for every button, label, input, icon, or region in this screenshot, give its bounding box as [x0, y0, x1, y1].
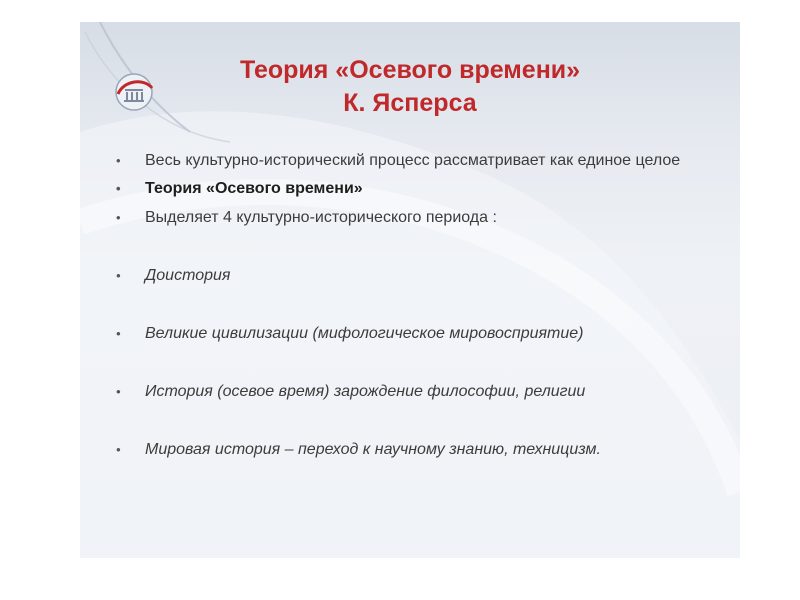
bullet-text: Теория «Осевого времени» [145, 180, 363, 197]
bullet-dot: • [116, 384, 121, 399]
bullet-item [116, 439, 716, 461]
bullet-item [116, 150, 716, 172]
bullet-text: Выделяет 4 культурно-исторического периода : [145, 209, 497, 226]
bullet-text: Мировая история – переход к научному знанию, техницизм. [145, 441, 601, 458]
bullet-text: Великие цивилизации (мифологическое мировосприятие) [145, 325, 584, 342]
title-line-1: Теория «Осевого времени» [239, 56, 581, 84]
bullet-dot: • [116, 442, 121, 457]
bullet-dot: • [116, 268, 121, 283]
bullet-text: Доистория [145, 267, 231, 284]
bullet-item [116, 207, 716, 229]
bullet-dot: • [116, 181, 121, 196]
bullet-list [116, 150, 716, 461]
bullet-item [116, 265, 716, 287]
bullet-text: Весь культурно-исторический процесс рассматривает как единое целое [145, 152, 681, 169]
title-line-2: К. Ясперса [343, 89, 477, 117]
bullet-text: История (осевое время) зарождение философии, религии [145, 383, 586, 400]
bullet-item [116, 323, 716, 345]
slide-title [80, 54, 740, 120]
bullet-dot: • [116, 210, 121, 225]
bullet-dot: • [116, 326, 121, 341]
bullet-item [116, 178, 716, 200]
slide [80, 22, 740, 558]
bullet-dot: • [116, 153, 121, 168]
bullet-item [116, 381, 716, 403]
